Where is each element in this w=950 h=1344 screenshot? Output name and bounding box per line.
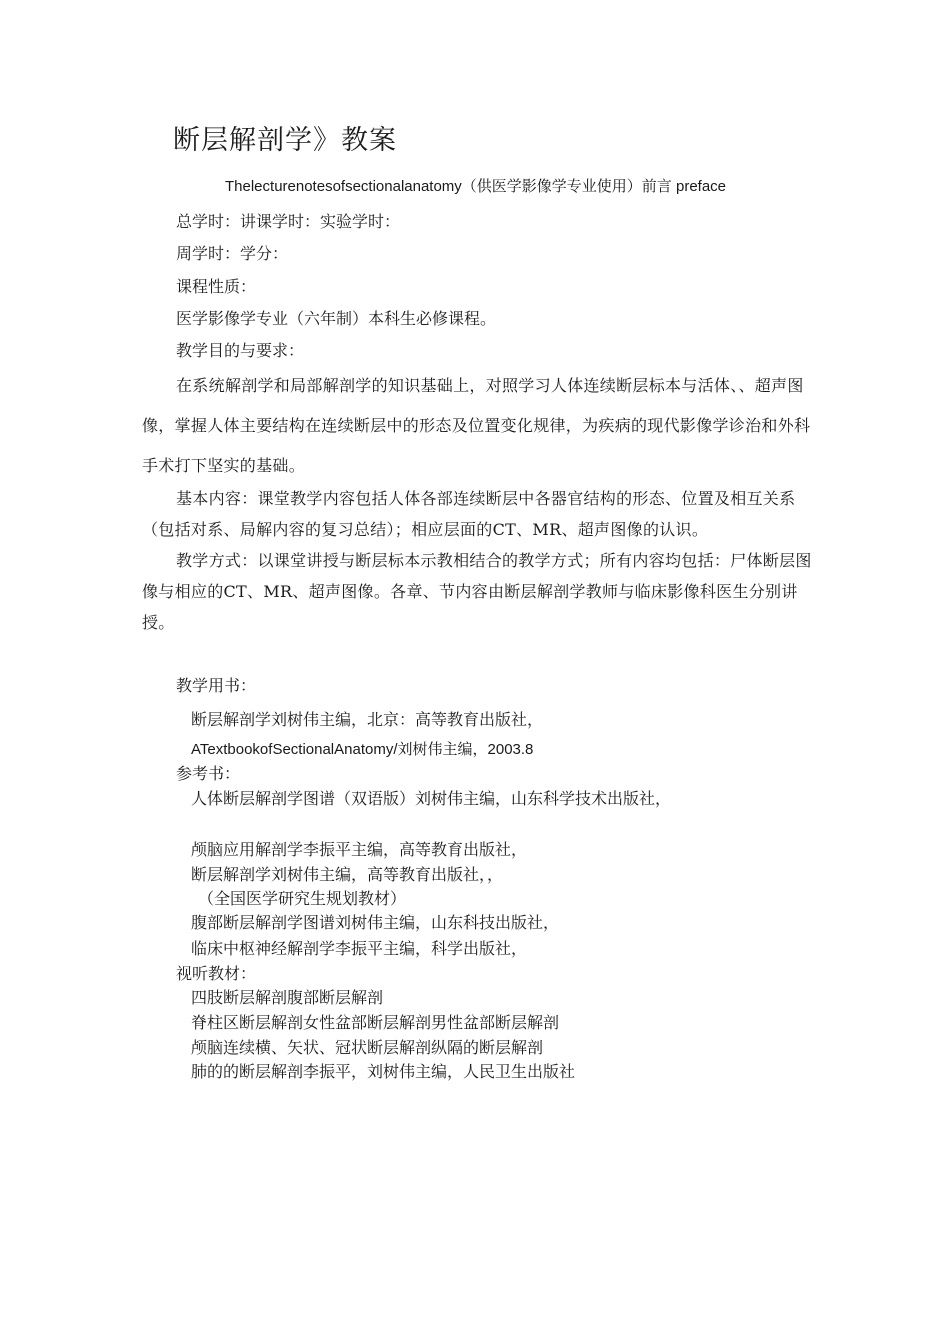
av-item-4: 肺的的断层解剖李振平，刘树伟主编，人民卫生出版社 — [191, 1062, 576, 1081]
av-item-2: 脊柱区断层解剖女性盆部断层解剖男性盆部断层解剖 — [191, 1013, 560, 1032]
av-item-1: 四肢断层解剖腹部断层解剖 — [191, 988, 384, 1007]
reference-item-5: 腹部断层解剖学图谱刘树伟主编，山东科技出版社， — [191, 913, 560, 932]
goals-label: 教学目的与要求： — [176, 341, 305, 360]
goals-paragraph: 在系统解剖学和局部解剖学的知识基础上，对照学习人体连续断层标本与活体、、超声图像，掌握人体主要结构在连续断层中的形态及位置变化规律，为疾病的现代影像学诊治和外科手术打下坚实的基础。 — [142, 376, 811, 475]
reference-item-1: 人体断层解剖学图谱（双语版）刘树伟主编，山东科学技术出版社， — [191, 789, 672, 808]
textbook-item-2: ATextbookofSectionalAnatomy/刘树伟主编，2003.8 — [191, 741, 534, 758]
reference-item-2: 颅脑应用解剖学李振平主编，高等教育出版社， — [191, 840, 528, 859]
content-paragraph: 基本内容：课堂教学内容包括人体各部连续断层中各器官结构的形态、位置及相互关系（包括对系、局解内容的复习总结）；相应层面的CT、MR、超声图像的认识。 — [142, 489, 796, 539]
document-subtitle: Thelecturenotesofsectionalanatomy（供医学影像学专业使用）前言 preface — [225, 178, 727, 195]
reference-item-6: 临床中枢神经解剖学李振平主编，科学出版社， — [191, 939, 528, 958]
method-paragraph: 教学方式：以课堂讲授与断层标本示教相结合的教学方式；所有内容均包括：尸体断层图像与相应的CT、MR、超声图像。各章、节内容由断层解剖学教师与临床影像科医生分别讲授。 — [142, 551, 812, 632]
textbook-item-1: 断层解剖学刘树伟主编，北京：高等教育出版社， — [191, 710, 544, 729]
course-nature-label: 课程性质： — [176, 277, 257, 296]
document-title: 断层解剖学》教案 — [173, 125, 397, 156]
textbook-label: 教学用书： — [176, 676, 257, 695]
av-materials-label: 视听教材： — [176, 964, 257, 983]
reference-item-3: 断层解剖学刘树伟主编，高等教育出版社，， — [191, 865, 504, 884]
course-nature-text: 医学影像学专业（六年制）本科生必修课程。 — [176, 309, 497, 328]
av-item-3: 颅脑连续横、矢状、冠状断层解剖纵隔的断层解剖 — [191, 1038, 544, 1057]
total-hours-line: 总学时：讲课学时：实验学时： — [176, 212, 401, 231]
reference-label: 参考书： — [176, 764, 241, 783]
weekly-hours-line: 周学时：学分： — [176, 244, 289, 263]
reference-item-4: （全国医学研究生规划教材） — [198, 889, 407, 908]
